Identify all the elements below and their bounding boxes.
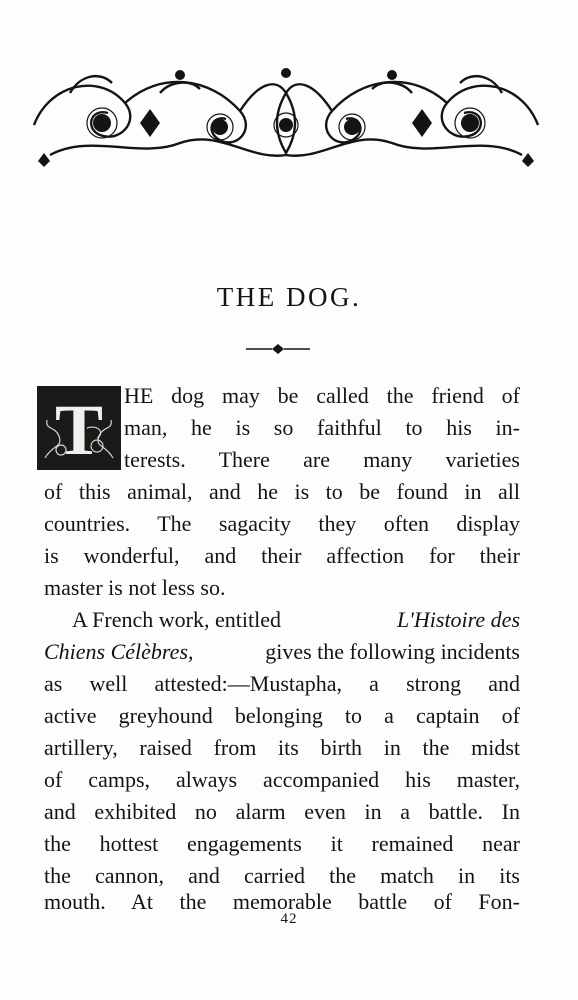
text-line: artillery, raised from its birth in the midst <box>44 735 520 760</box>
text-segment: A French work, entitled <box>72 607 287 632</box>
italic-title: L'Histoire des <box>396 607 520 632</box>
text-line: mouth. At the memorable battle of Fon- <box>44 889 520 914</box>
text-line: terests. There are many varieties <box>124 447 520 472</box>
text-line: of this animal, and he is to be found in all <box>44 479 520 504</box>
italic-title: Chiens Célèbres, <box>44 639 194 664</box>
text-line: and exhibited no alarm even in a battle. In <box>44 799 520 824</box>
text-line: master is not less so. <box>44 575 226 600</box>
text-line: active greyhound belonging to a captain of <box>44 703 520 728</box>
text-line: of camps, always accompanied his master, <box>44 767 520 792</box>
diamond-rule-icon <box>246 342 310 356</box>
drop-cap-letter: T <box>54 390 104 470</box>
decorated-initial-icon <box>37 386 121 470</box>
text-segment: gives the following incidents <box>259 639 520 664</box>
text-line: is wonderful, and their affection for their <box>44 543 520 568</box>
text-line: the cannon, and carried the match in its <box>44 863 520 888</box>
floral-scroll-ornament-icon <box>30 63 542 168</box>
text-line: HE dog may be called the friend of <box>124 383 520 408</box>
text-line <box>44 638 520 666</box>
text-line: as well attested:—Mustapha, a strong and <box>44 671 520 696</box>
text-line: man, he is so faithful to his in- <box>124 415 520 440</box>
text-line <box>72 606 520 634</box>
text-line: countries. The sagacity they often display <box>44 511 520 536</box>
page-number: 42 <box>280 911 298 927</box>
text-line: the hottest engagements it remained near <box>44 831 520 856</box>
chapter-title: THE DOG. <box>216 282 362 312</box>
